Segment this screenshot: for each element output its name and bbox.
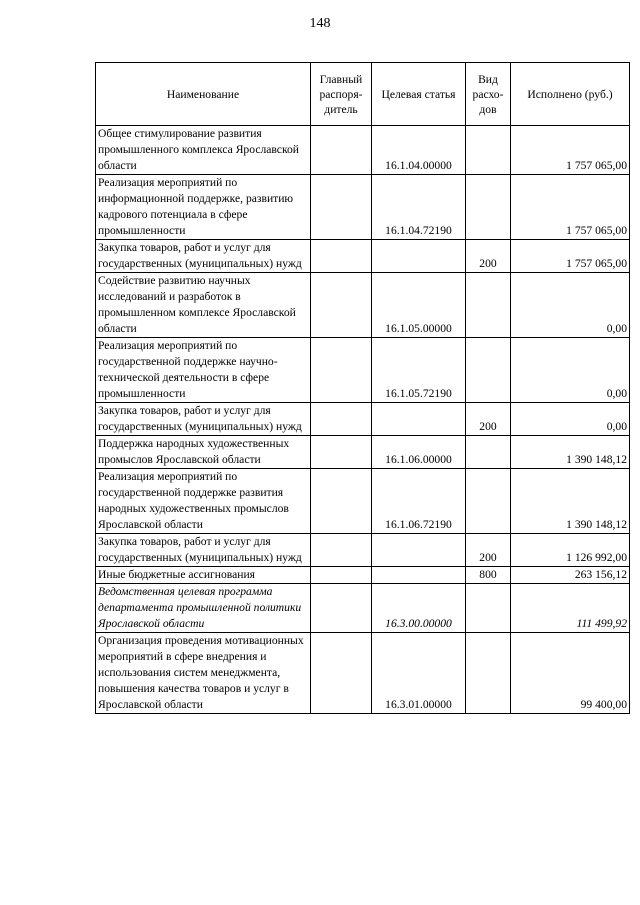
cell-name: Поддержка народных художественных промыслов Ярославской области [96, 436, 311, 469]
cell-executed: 1 757 065,00 [511, 175, 630, 240]
table-row [96, 175, 630, 240]
cell-chief-manager [311, 175, 372, 240]
cell-chief-manager [311, 403, 372, 436]
header-executed: Исполнено (руб.) [511, 63, 630, 126]
cell-target-article [372, 534, 466, 567]
cell-executed: 1 390 148,12 [511, 436, 630, 469]
page-number: 148 [309, 16, 331, 31]
cell-name: Закупка товаров, работ и услуг для государственных (муниципальных) нужд [96, 534, 311, 567]
cell-expense-type [466, 584, 511, 633]
table-row [96, 126, 630, 175]
cell-expense-type: 200 [466, 534, 511, 567]
cell-target-article: 16.1.06.00000 [372, 436, 466, 469]
cell-name: Реализация мероприятий по государственной поддержке развития народных художественных промыслов Ярославской области [96, 469, 311, 534]
cell-target-article [372, 240, 466, 273]
table-row [96, 584, 630, 633]
cell-name: Ведомственная целевая программа департамента промышленной политики Ярославской области [96, 584, 311, 633]
cell-executed: 0,00 [511, 403, 630, 436]
cell-chief-manager [311, 534, 372, 567]
header-expense-type: Вид расхо-дов [466, 63, 511, 126]
table-header-row [96, 63, 630, 126]
cell-expense-type [466, 338, 511, 403]
cell-name: Иные бюджетные ассигнования [96, 567, 311, 584]
cell-chief-manager [311, 469, 372, 534]
cell-expense-type [466, 633, 511, 714]
cell-name: Закупка товаров, работ и услуг для государственных (муниципальных) нужд [96, 403, 311, 436]
header-name: Наименование [96, 63, 311, 126]
cell-chief-manager [311, 567, 372, 584]
cell-executed: 111 499,92 [511, 584, 630, 633]
cell-target-article: 16.1.04.72190 [372, 175, 466, 240]
cell-expense-type [466, 469, 511, 534]
cell-chief-manager [311, 273, 372, 338]
table-row [96, 403, 630, 436]
table-row [96, 240, 630, 273]
cell-target-article: 16.1.05.72190 [372, 338, 466, 403]
cell-name: Реализация мероприятий по государственной поддержке научно-технической деятельности в сфере промышленности [96, 338, 311, 403]
cell-expense-type [466, 436, 511, 469]
cell-target-article: 16.3.00.00000 [372, 584, 466, 633]
cell-expense-type: 200 [466, 403, 511, 436]
table-row [96, 534, 630, 567]
cell-target-article: 16.1.05.00000 [372, 273, 466, 338]
cell-executed: 1 757 065,00 [511, 240, 630, 273]
table-body [96, 126, 630, 714]
cell-chief-manager [311, 240, 372, 273]
cell-name: Содействие развитию научных исследований и разработок в промышленном комплексе Ярославской области [96, 273, 311, 338]
cell-executed: 1 390 148,12 [511, 469, 630, 534]
cell-executed: 1 126 992,00 [511, 534, 630, 567]
cell-executed: 1 757 065,00 [511, 126, 630, 175]
header-target-article: Целевая статья [372, 63, 466, 126]
header-chief-manager: Главный распоря-дитель [311, 63, 372, 126]
cell-target-article: 16.1.06.72190 [372, 469, 466, 534]
cell-expense-type [466, 175, 511, 240]
cell-expense-type: 800 [466, 567, 511, 584]
cell-chief-manager [311, 126, 372, 175]
table-row [96, 633, 630, 714]
cell-executed: 0,00 [511, 338, 630, 403]
cell-target-article [372, 567, 466, 584]
cell-expense-type [466, 273, 511, 338]
cell-executed: 263 156,12 [511, 567, 630, 584]
budget-execution-table [95, 62, 630, 714]
cell-target-article: 16.3.01.00000 [372, 633, 466, 714]
cell-chief-manager [311, 338, 372, 403]
cell-executed: 99 400,00 [511, 633, 630, 714]
table-row [96, 469, 630, 534]
cell-chief-manager [311, 633, 372, 714]
cell-target-article [372, 403, 466, 436]
table-row [96, 567, 630, 584]
cell-name: Закупка товаров, работ и услуг для государственных (муниципальных) нужд [96, 240, 311, 273]
cell-target-article: 16.1.04.00000 [372, 126, 466, 175]
cell-expense-type: 200 [466, 240, 511, 273]
table-row [96, 338, 630, 403]
table-row [96, 436, 630, 469]
table-row [96, 273, 630, 338]
cell-executed: 0,00 [511, 273, 630, 338]
cell-name: Реализация мероприятий по информационной поддержке, развитию кадрового потенциала в сфере промышленности [96, 175, 311, 240]
cell-chief-manager [311, 584, 372, 633]
cell-name: Общее стимулирование развития промышленного комплекса Ярославской области [96, 126, 311, 175]
cell-name: Организация проведения мотивационных мероприятий в сфере внедрения и использования систем менеджмента, повышения качества товаров и услуг в Ярославской области [96, 633, 311, 714]
cell-chief-manager [311, 436, 372, 469]
cell-expense-type [466, 126, 511, 175]
